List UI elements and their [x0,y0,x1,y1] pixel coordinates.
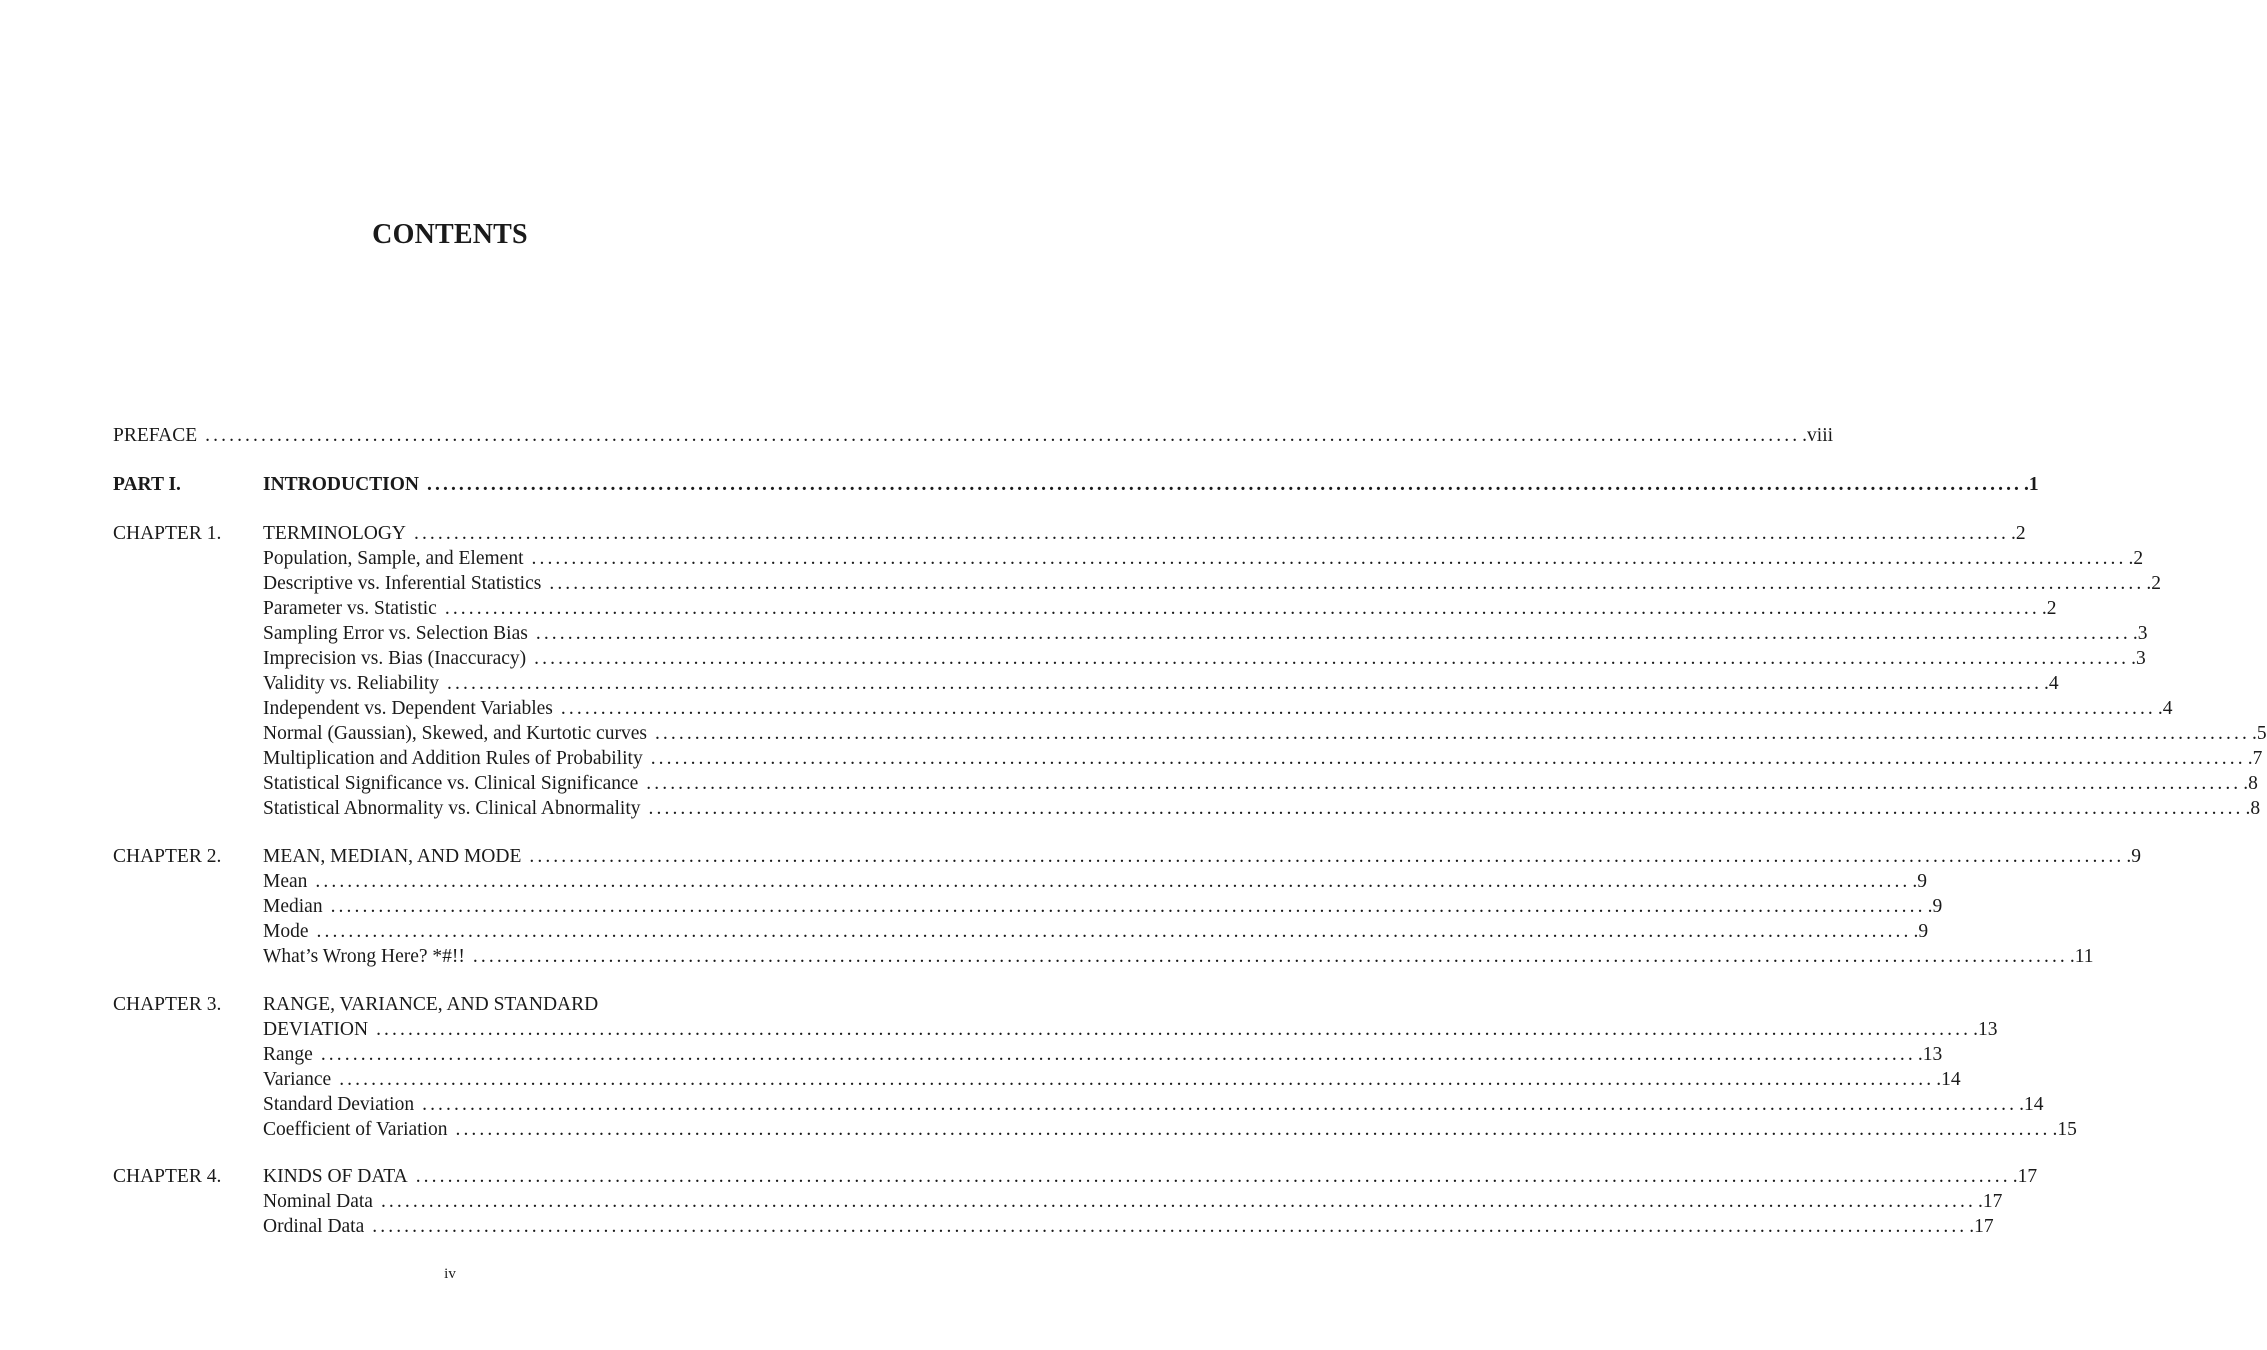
chapter-label: CHAPTER 1. [113,523,222,544]
dot-leader: ........................................................................................................................................................................................................ [422,1094,2018,1115]
entry-page: .7 [2247,748,2263,769]
entry-label: Range [263,1044,313,1065]
dot-leader: ........................................................................................................................................................................................................ [339,1069,1935,1090]
entry-label: DEVIATION [263,1019,369,1040]
dot-leader: ........................................................................................................................................................................................................ [380,1191,1976,1212]
toc-section [263,1189,2003,1214]
entry-label: Validity vs. Reliability [263,673,440,694]
toc-section [263,1214,1994,1239]
toc-entry-part1 [263,472,2039,497]
dot-leader: ........................................................................................................................................................................................................ [549,573,2145,594]
dot-leader: ........................................................................................................................................................................................................ [646,773,2242,794]
entry-label: Imprecision vs. Bias (Inaccuracy) [263,648,527,669]
dot-leader: ........................................................................................................................................................................................................ [455,1119,2051,1140]
dot-leader: ........................................................................................................................................................................................................ [472,946,2068,967]
toc-section [263,646,2146,671]
toc-section [263,1042,1943,1067]
dot-leader: ........................................................................................................................................................................................................ [415,1166,2011,1187]
entry-page: .5 [2251,723,2267,744]
entry-page: .3 [2131,648,2146,669]
entry-page: .15 [2052,1119,2077,1140]
entry-label: Statistical Significance vs. Clinical Significance [263,773,639,794]
entry-label: Ordinal Data [263,1216,365,1237]
dot-leader: ........................................................................................................................................................................................................ [650,748,2246,769]
chapter-label: CHAPTER 4. [113,1166,222,1187]
toc-entry-chapter-2 [263,844,2141,869]
part-label: PART I. [113,474,181,495]
toc-section [263,894,1943,919]
entry-page: .3 [2132,623,2148,644]
toc-section [263,621,2148,646]
entry-page: .13 [1973,1019,1998,1040]
dot-leader: ........................................................................................................................................................................................................ [316,921,1912,942]
entry-page: .9 [2126,846,2141,867]
entry-label: Variance [263,1069,332,1090]
dot-leader: ........................................................................................................................................................................................................ [534,648,2130,669]
toc-section [263,919,1929,944]
entry-label: Population, Sample, and Element [263,548,524,569]
entry-page: .9 [1913,921,1929,942]
toc-section [263,546,2144,571]
toc-entry-chapter-4 [263,1164,2038,1189]
entry-page: .9 [1927,896,1943,917]
entry-label: Nominal Data [263,1191,373,1212]
entry-label: Mode [263,921,309,942]
dot-leader: ........................................................................................................................................................................................................ [315,871,1911,892]
entry-page: .2 [2146,573,2161,594]
entry-page: .8 [2243,773,2258,794]
entry-label: Sampling Error vs. Selection Bias [263,623,528,644]
entry-label: Coefficient of Variation [263,1119,448,1140]
entry-label: Mean [263,871,308,892]
chapter-label: CHAPTER 3. [113,994,222,1015]
dot-leader: ........................................................................................................................................................................................................ [529,846,2125,867]
dot-leader: ........................................................................................................................................................................................................ [372,1216,1968,1237]
toc-section [263,746,2263,771]
entry-page: .9 [1912,871,1928,892]
toc-entry-chapter-1 [263,521,2026,546]
dot-leader: ........................................................................................................................................................................................................ [444,598,2040,619]
toc-section [263,771,2258,796]
entry-label: TERMINOLOGY [263,523,406,544]
entry-label: Independent vs. Dependent Variables [263,698,553,719]
chapter-label: CHAPTER 2. [113,846,222,867]
toc-section [263,696,2173,721]
entry-label: Median [263,896,323,917]
dot-leader: ........................................................................................................................................................................................................ [427,474,2023,495]
entry-page: .1 [2024,474,2039,495]
entry-label: What’s Wrong Here? *#!! [263,946,465,967]
entry-page: .4 [2157,698,2173,719]
toc-section [263,1117,2077,1142]
entry-label: Normal (Gaussian), Skewed, and Kurtotic curves [263,723,647,744]
entry-label: PREFACE [113,425,198,446]
entry-page: .13 [1917,1044,1943,1065]
toc-section [263,721,2267,746]
dot-leader: ........................................................................................................................................................................................................ [535,623,2131,644]
toc-section [263,1067,1961,1092]
entry-page: .viii [1802,425,1834,446]
entry-page: .17 [1969,1216,1994,1237]
entry-label: INTRODUCTION [263,474,420,495]
dot-leader: ........................................................................................................................................................................................................ [648,798,2244,819]
toc-section [263,944,2094,969]
dot-leader: ........................................................................................................................................................................................................ [654,723,2250,744]
toc-section [263,796,2261,821]
toc-section [263,869,1928,894]
dot-leader: ........................................................................................................................................................................................................ [560,698,2156,719]
toc-entry-preface [113,423,1834,448]
dot-leader: ........................................................................................................................................................................................................ [205,425,1801,446]
dot-leader: ........................................................................................................................................................................................................ [376,1019,1972,1040]
entry-label: KINDS OF DATA [263,1166,408,1187]
entry-label: Statistical Abnormality vs. Clinical Abnormality [263,798,641,819]
entry-label: Standard Deviation [263,1094,415,1115]
dot-leader: ........................................................................................................................................................................................................ [330,896,1926,917]
entry-page: .4 [2044,673,2059,694]
entry-page: .14 [1936,1069,1961,1090]
entry-label: Parameter vs. Statistic [263,598,437,619]
entry-label: Descriptive vs. Inferential Statistics [263,573,542,594]
dot-leader: ........................................................................................................................................................................................................ [447,673,2043,694]
entry-label: Multiplication and Addition Rules of Probability [263,748,643,769]
entry-page: .17 [2012,1166,2038,1187]
toc-section [263,596,2057,621]
page-number: iv [444,1266,456,1282]
entry-page: .2 [2041,598,2057,619]
entry-page: .11 [2069,946,2094,967]
entry-page: .8 [2245,798,2261,819]
dot-leader: ........................................................................................................................................................................................................ [413,523,2009,544]
entry-page: .2 [2010,523,2026,544]
chapter-title-line1: RANGE, VARIANCE, AND STANDARD [263,994,599,1015]
toc-entry-chapter-3 [263,1017,1998,1042]
entry-page: .2 [2128,548,2144,569]
entry-label: MEAN, MEDIAN, AND MODE [263,846,522,867]
dot-leader: ........................................................................................................................................................................................................ [531,548,2127,569]
entry-page: .14 [2019,1094,2044,1115]
dot-leader: ........................................................................................................................................................................................................ [320,1044,1916,1065]
toc-section [263,671,2059,696]
page-title: CONTENTS [372,219,528,250]
entry-page: .17 [1977,1191,2003,1212]
toc-section [263,1092,2044,1117]
toc-section [263,571,2161,596]
